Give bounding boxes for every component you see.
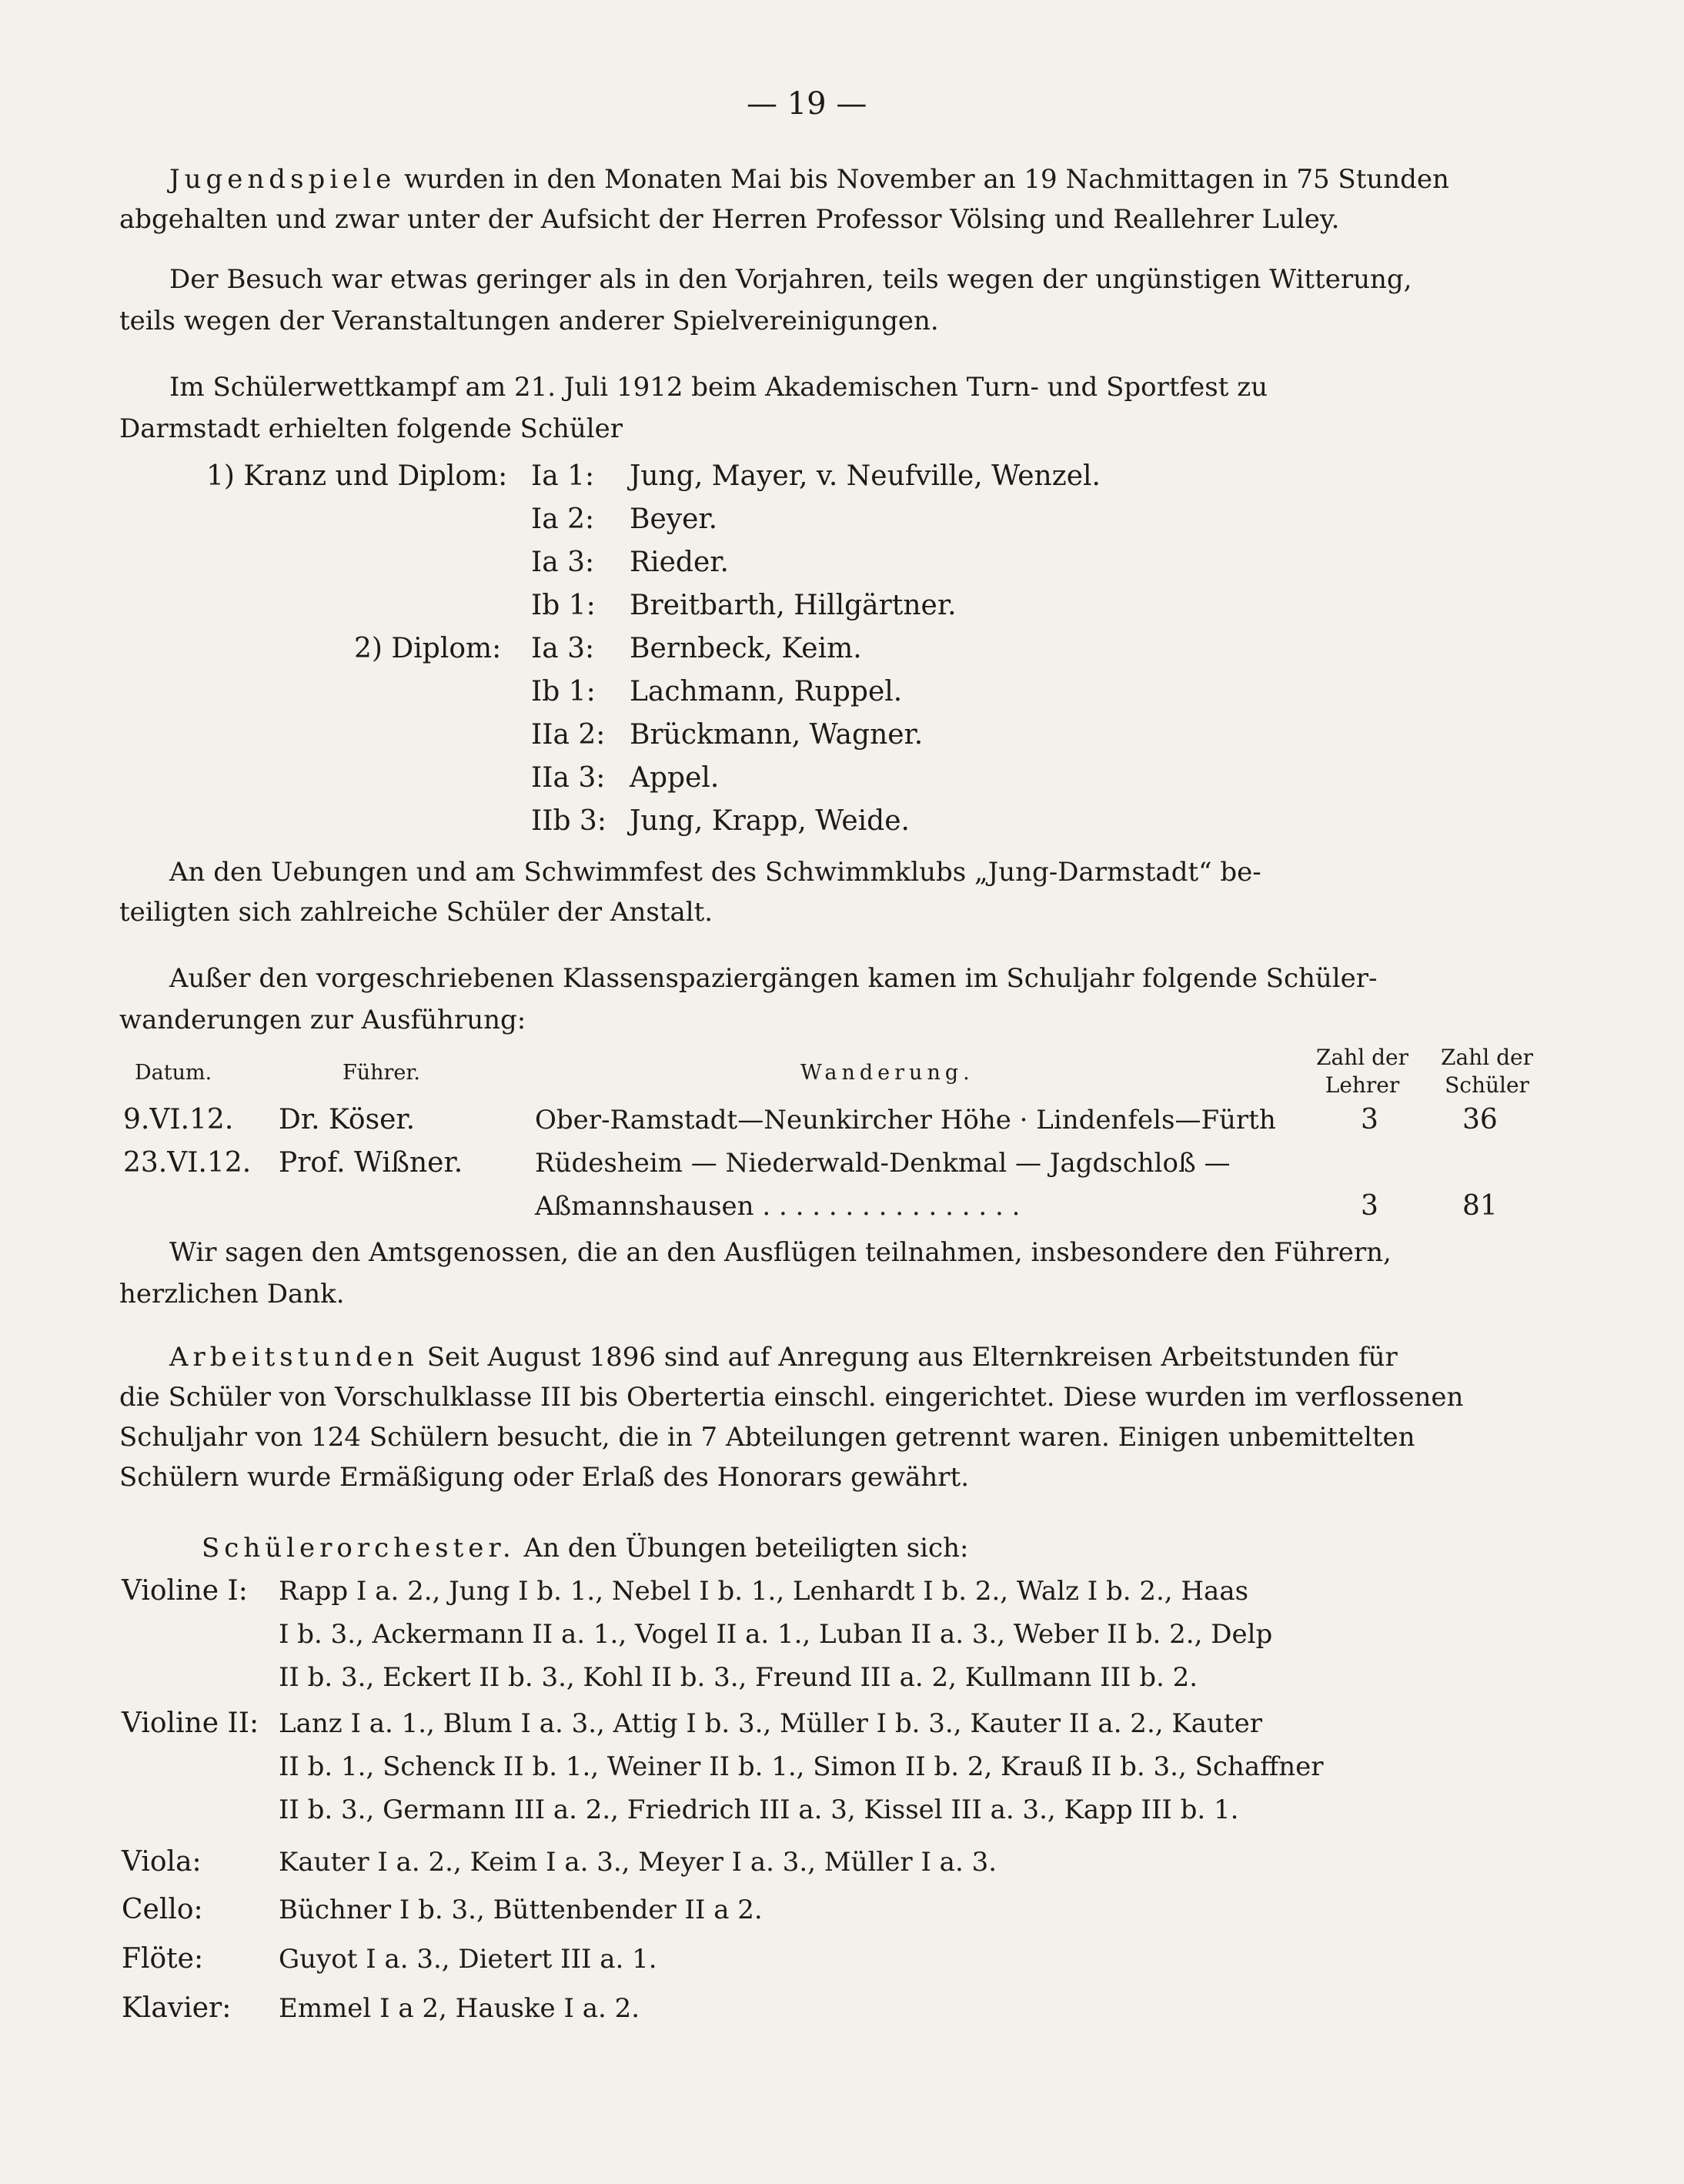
paragraph-line: wanderungen zur Ausführung: (119, 1005, 526, 1035)
instrument-members: Rapp I a. 2., Jung I b. 1., Nebel I b. 1., Lenhardt I b. 2., Walz I b. 2., Haas (279, 1576, 1249, 1607)
instrument-members: II b. 3., Eckert II b. 3., Kohl II b. 3., Freund III a. 2, Kullmann III b. 2. (279, 1662, 1198, 1693)
paragraph-line: Der Besuch war etwas geringer als in den Vorjahren, teils wegen der ungünstigen Witterung, (169, 264, 1412, 295)
text-run: An den Übungen beteiligten sich: (523, 1533, 969, 1564)
table-cell-students: 81 (1462, 1190, 1498, 1222)
instrument-members: II b. 1., Schenck II b. 1., Weiner II b. 1., Simon II b. 2, Krauß II b. 3., Schaffner (279, 1751, 1324, 1782)
paragraph-line (169, 159, 1449, 200)
header-text: Schüler (1445, 1072, 1529, 1098)
table-cell-route: Rüdesheim — Niederwald-Denkmal — Jagdschloß — (535, 1148, 1231, 1179)
award-class: IIb 3: (531, 805, 606, 837)
table-header-wanderung: Wanderung. (800, 1061, 974, 1085)
table-cell-teachers: 3 (1361, 1190, 1378, 1222)
award-names: Jung, Krapp, Weide. (630, 805, 910, 837)
instrument-label: Violine II: (122, 1707, 259, 1739)
table-header-datum: Datum. (135, 1061, 212, 1085)
paragraph-line: abgehalten und zwar unter der Aufsicht der Herren Professor Völsing und Reallehrer Luley. (119, 204, 1340, 235)
table-cell-leader: Prof. Wißner. (279, 1147, 463, 1179)
table-cell-date: 23.VI.12. (123, 1147, 252, 1179)
instrument-members: Lanz I a. 1., Blum I a. 3., Attig I b. 3., Müller I b. 3., Kauter II a. 2., Kauter (279, 1708, 1262, 1739)
table-header-lehrer (1308, 1044, 1416, 1099)
paragraph-line: Darmstadt erhielten folgende Schüler (119, 413, 623, 444)
paragraph-line: Im Schülerwettkampf am 21. Juli 1912 beim Akademischen Turn- und Sportfest zu (169, 372, 1268, 403)
text-run: wurden in den Monaten Mai bis November an 19 Nachmittagen in 75 Stunden (404, 164, 1449, 195)
award-class: Ib 1: (531, 590, 596, 621)
instrument-label: Violine I: (122, 1575, 248, 1607)
paragraph-line: Schuljahr von 124 Schülern besucht, die in 7 Abteilungen getrennt waren. Einigen unbemittelten (119, 1422, 1415, 1453)
header-text: Lehrer (1325, 1072, 1400, 1098)
instrument-members: Kauter I a. 2., Keim I a. 3., Meyer I a. 3., Müller I a. 3. (279, 1847, 997, 1878)
paragraph-line: Schülern wurde Ermäßigung oder Erlaß des Honorars gewährt. (119, 1462, 970, 1493)
paragraph-line (202, 1527, 968, 1569)
award-names: Breitbarth, Hillgärtner. (630, 590, 957, 621)
paragraph-line: die Schüler von Vorschulklasse III bis Obertertia einschl. eingerichtet. Diese wurden im verflossenen (119, 1382, 1464, 1413)
award-class: Ia 3: (531, 633, 595, 664)
page-number: — 19 — (747, 86, 867, 122)
instrument-members: Emmel I a 2, Hauske I a. 2. (279, 1993, 640, 2024)
award-names: Brückmann, Wagner. (630, 719, 924, 751)
section-heading-jugendspiele: Jugendspiele (169, 164, 396, 195)
award-class: IIa 2: (531, 719, 606, 751)
award-names: Lachmann, Ruppel. (630, 676, 903, 707)
award-names: Rieder. (630, 547, 729, 578)
table-cell-teachers: 3 (1361, 1104, 1378, 1135)
header-text: Zahl der (1316, 1045, 1408, 1070)
header-text: Zahl der (1441, 1045, 1533, 1070)
instrument-members: Büchner I b. 3., Büttenbender II a 2. (279, 1895, 763, 1925)
award-group-label: 2) Diplom: (354, 633, 502, 664)
section-heading-arbeitstunden: Arbeitstunden (169, 1342, 419, 1373)
paragraph-line: Wir sagen den Amtsgenossen, die an den Ausflügen teilnahmen, insbesondere den Führern, (169, 1237, 1392, 1268)
table-cell-date: 9.VI.12. (123, 1104, 234, 1135)
award-group-label: 1) Kranz und Diplom: (206, 460, 508, 492)
table-cell-leader: Dr. Köser. (279, 1104, 416, 1135)
award-names: Beyer. (630, 503, 718, 535)
table-header-schueler (1433, 1044, 1541, 1099)
paragraph-line: Außer den vorgeschriebenen Klassenspaziergängen kamen im Schuljahr folgende Schüler- (169, 963, 1378, 994)
table-cell-students: 36 (1462, 1104, 1498, 1135)
award-class: Ia 2: (531, 503, 595, 535)
instrument-label: Flöte: (122, 1943, 204, 1975)
paragraph-line: herzlichen Dank. (119, 1279, 345, 1309)
instrument-members: I b. 3., Ackermann II a. 1., Vogel II a. 1., Luban II a. 3., Weber II b. 2., Delp (279, 1619, 1273, 1650)
award-class: Ia 1: (531, 460, 595, 492)
table-cell-route: Ober-Ramstadt—Neunkircher Höhe · Lindenfels—Fürth (535, 1105, 1276, 1135)
award-names: Jung, Mayer, v. Neufville, Wenzel. (630, 460, 1101, 492)
paragraph-line (169, 1336, 1398, 1378)
award-class: IIa 3: (531, 762, 606, 794)
table-cell-route: Aßmannshausen . . . . . . . . . . . . . . . . (535, 1191, 1021, 1222)
paragraph-line: teiligten sich zahlreiche Schüler der Anstalt. (119, 897, 713, 928)
paragraph-line: teils wegen der Veranstaltungen anderer Spielvereinigungen. (119, 306, 939, 336)
table-header-fuehrer: Führer. (342, 1061, 420, 1085)
section-heading-orchester: Schülerorchester. (202, 1533, 516, 1564)
award-names: Bernbeck, Keim. (630, 633, 862, 664)
instrument-label: Cello: (122, 1894, 203, 1925)
text-run: Seit August 1896 sind auf Anregung aus Elternkreisen Arbeitstunden für (426, 1342, 1398, 1373)
instrument-members: II b. 3., Germann III a. 2., Friedrich III a. 3, Kissel III a. 3., Kapp III b. 1. (279, 1794, 1239, 1825)
instrument-members: Guyot I a. 3., Dietert III a. 1. (279, 1944, 657, 1975)
paragraph-line: An den Uebungen und am Schwimmfest des Schwimmklubs „Jung-Darmstadt“ be- (169, 857, 1261, 888)
instrument-label: Viola: (122, 1846, 202, 1878)
award-class: Ib 1: (531, 676, 596, 707)
instrument-label: Klavier: (122, 1992, 232, 2024)
award-class: Ia 3: (531, 547, 595, 578)
award-names: Appel. (630, 762, 720, 794)
